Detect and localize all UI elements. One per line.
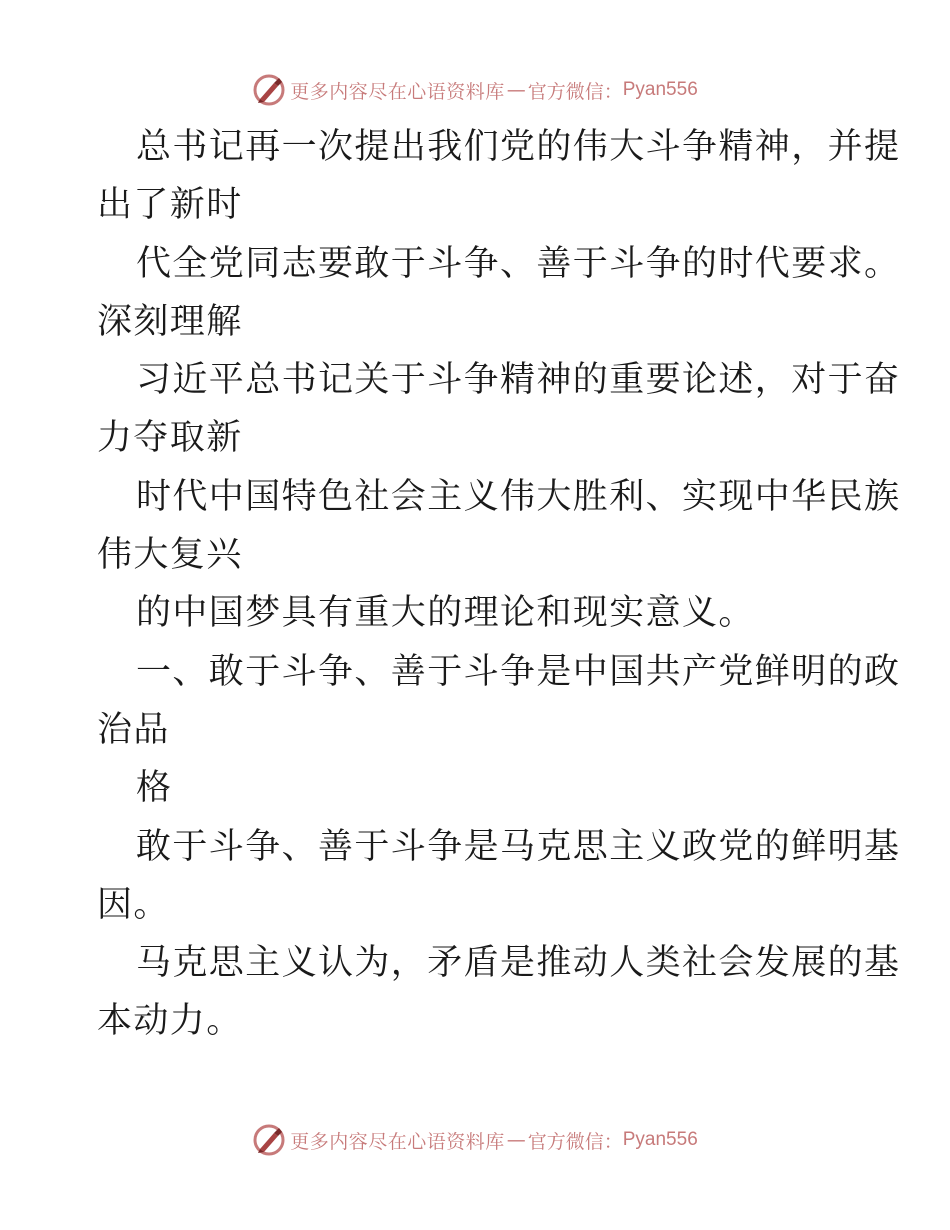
pen-logo-icon [252,1123,286,1157]
body-line: 出了新时 [97,185,243,226]
body-line: 力夺取新 [97,418,243,459]
watermark-text: 更多内容尽在心语资料库 [290,1130,505,1153]
body-line: 时代中国特色社会主义伟大胜利、实现中华民族 [136,476,901,517]
section-heading-line: 格 [136,768,173,809]
body-line: 马克思主义认为，矛盾是推动人类社会发展的基 [136,943,901,984]
watermark-dash: — [506,79,526,101]
header-watermark [0,70,950,110]
section-heading-line: 治品 [97,709,170,750]
pen-logo-icon [252,73,286,107]
body-line: 敢于斗争、善于斗争是马克思主义政党的鲜明基 [136,826,901,867]
body-line: 因。 [97,884,170,925]
body-line: 代全党同志要敢于斗争、善于斗争的时代要求。 [136,243,901,284]
watermark-wechat-id: Pyan556 [622,79,698,100]
body-line: 本动力。 [97,1001,243,1042]
body-line: 深刻理解 [97,301,243,342]
watermark-label: 官方微信： [527,80,623,103]
body-line: 的中国梦具有重大的理论和现实意义。 [136,593,755,634]
body-line: 伟大复兴 [97,535,243,576]
body-line: 习近平总书记关于斗争精神的重要论述，对于奋 [136,360,901,401]
watermark-dash: — [506,1129,526,1151]
section-heading-line: 一、敢于斗争、善于斗争是中国共产党鲜明的政 [136,651,901,692]
watermark-label: 官方微信： [527,1130,623,1153]
watermark-wechat-id: Pyan556 [622,1129,698,1150]
watermark-text: 更多内容尽在心语资料库 [290,80,505,103]
footer-watermark [0,1120,950,1160]
document-body [97,118,901,1051]
body-line: 总书记再一次提出我们党的伟大斗争精神，并提 [136,127,901,167]
